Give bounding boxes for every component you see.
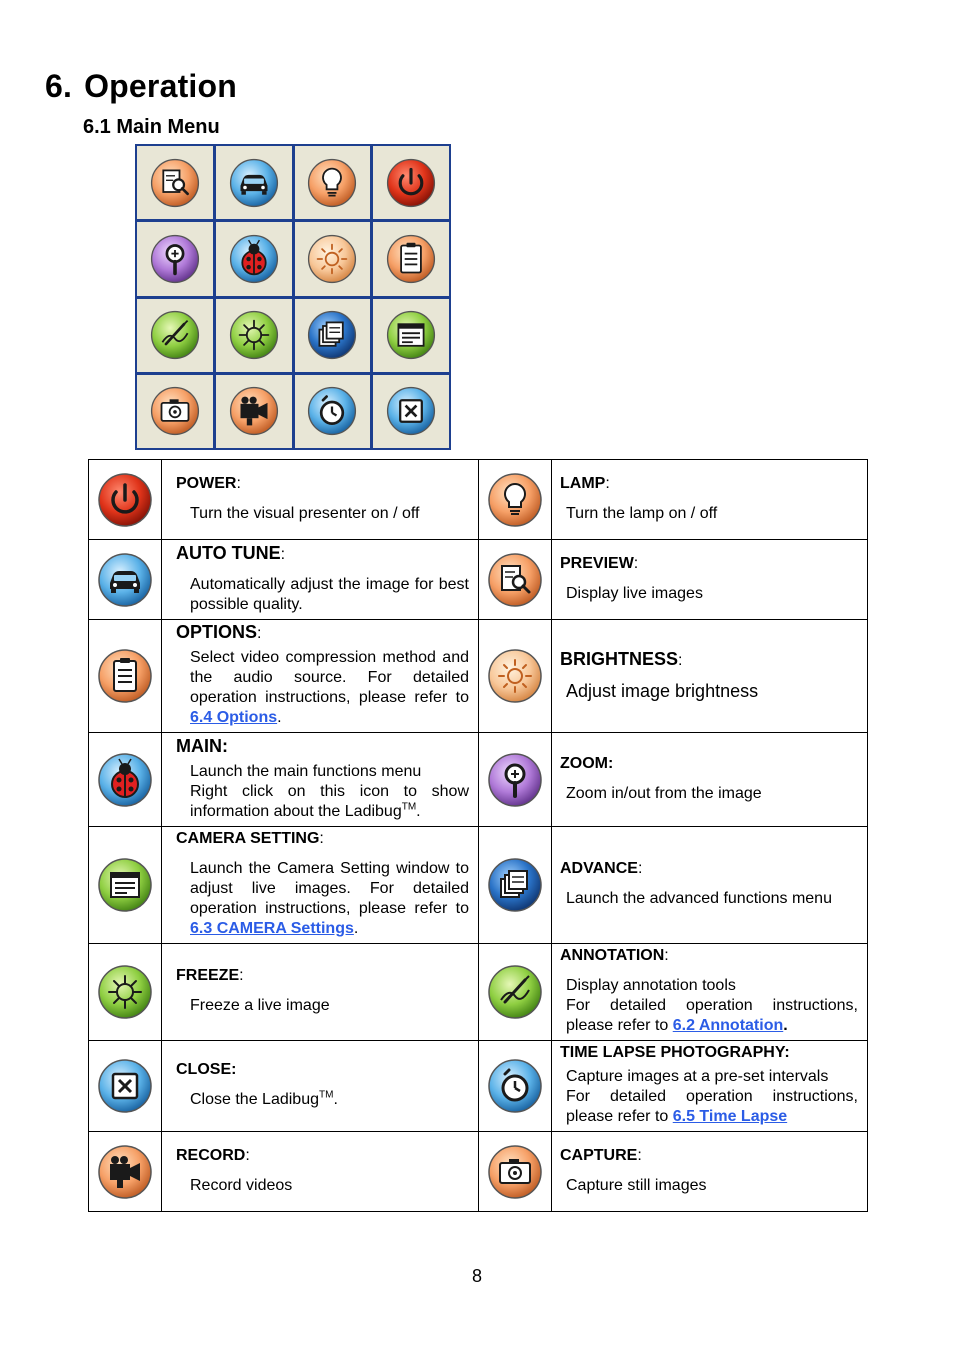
capture-label: CAPTURE xyxy=(560,1146,638,1164)
grid-cell xyxy=(295,299,371,372)
table-cell xyxy=(89,1041,162,1132)
table-row xyxy=(89,827,868,944)
table-row xyxy=(89,620,868,733)
annotation-link[interactable]: 6.2 Annotation xyxy=(672,1017,784,1034)
description-end: . xyxy=(333,1091,338,1108)
description-end: . xyxy=(783,1017,788,1034)
freeze-label: FREEZE xyxy=(176,967,240,984)
description-line: Right click on this icon to show information about the Ladibug xyxy=(190,782,469,820)
freeze-description: Freeze a live image xyxy=(190,997,330,1014)
table-cell xyxy=(162,460,479,540)
auto-tune-description: Automatically adjust the image for best possible quality. xyxy=(190,575,469,613)
label-suffix: : xyxy=(319,830,324,847)
table-cell xyxy=(162,1041,479,1132)
table-row xyxy=(89,540,868,620)
annotation-description xyxy=(560,976,858,1036)
annotation-icon xyxy=(485,962,545,1022)
description-line: For detailed operation instructions, please refer to xyxy=(566,1088,858,1125)
preview-label: PREVIEW xyxy=(560,554,634,572)
table-cell xyxy=(162,540,479,620)
table-row xyxy=(89,733,868,827)
label-suffix: : xyxy=(236,474,241,492)
advance-label: ADVANCE xyxy=(560,860,638,877)
description-line: For detailed operation instructions, please refer to xyxy=(566,997,858,1034)
grid-cell xyxy=(216,222,292,295)
camera-setting-icon[interactable] xyxy=(384,308,438,362)
annotation-label: ANNOTATION xyxy=(560,947,665,964)
advance-icon[interactable] xyxy=(305,308,359,362)
options-link[interactable]: 6.4 Options xyxy=(190,709,278,726)
label-suffix: : xyxy=(257,625,262,642)
table-cell xyxy=(89,540,162,620)
table-cell xyxy=(479,733,552,827)
zoom-icon xyxy=(485,750,545,810)
menu-functions-table xyxy=(88,459,868,1212)
table-cell xyxy=(552,733,868,827)
grid-cell xyxy=(137,375,213,448)
lamp-label: LAMP xyxy=(560,474,606,492)
main-ladybug-icon[interactable] xyxy=(227,232,281,286)
table-cell xyxy=(552,540,868,620)
label-suffix: : xyxy=(678,652,683,669)
table-cell xyxy=(552,1041,868,1132)
table-row xyxy=(89,944,868,1041)
table-cell xyxy=(479,944,552,1041)
table-cell xyxy=(162,620,479,733)
options-label: OPTIONS xyxy=(176,622,258,642)
preview-description: Display live images xyxy=(566,584,703,602)
time-lapse-icon[interactable] xyxy=(305,384,359,438)
label-suffix: : xyxy=(637,1146,642,1164)
table-cell xyxy=(89,620,162,733)
brightness-icon xyxy=(485,646,545,706)
lamp-icon xyxy=(485,470,545,530)
brightness-label: BRIGHTNESS xyxy=(560,649,679,669)
close-icon xyxy=(95,1056,155,1116)
camera-setting-icon xyxy=(95,855,155,915)
table-cell xyxy=(479,1041,552,1132)
description-text: Close the Ladibug xyxy=(190,1091,319,1108)
label-suffix: : xyxy=(245,1146,250,1164)
table-cell xyxy=(89,827,162,944)
table-row xyxy=(89,1041,868,1132)
grid-cell xyxy=(373,146,449,219)
grid-cell xyxy=(216,146,292,219)
brightness-icon[interactable] xyxy=(305,232,359,286)
power-icon xyxy=(95,470,155,530)
grid-cell xyxy=(373,222,449,295)
table-cell xyxy=(479,540,552,620)
grid-cell xyxy=(216,299,292,372)
main-label: MAIN: xyxy=(176,735,228,756)
table-cell xyxy=(479,1132,552,1212)
table-cell xyxy=(552,944,868,1041)
description-text: Select video compression method and the audio source. For detailed operation instructions, please refer to xyxy=(190,649,469,706)
description-end: . xyxy=(353,920,359,937)
page-number: 8 xyxy=(471,1266,482,1286)
table-cell xyxy=(479,460,552,540)
section-number: 6. xyxy=(45,68,73,104)
table-row xyxy=(89,460,868,540)
trademark: TM xyxy=(401,801,417,813)
annotation-icon[interactable] xyxy=(148,308,202,362)
time-lapse-description xyxy=(560,1067,858,1127)
preview-icon[interactable] xyxy=(148,156,202,210)
record-description: Record videos xyxy=(190,1176,293,1194)
table-cell xyxy=(89,1132,162,1212)
grid-cell xyxy=(295,222,371,295)
time-lapse-link[interactable]: 6.5 Time Lapse xyxy=(672,1108,788,1125)
grid-cell xyxy=(216,375,292,448)
label-suffix: : xyxy=(664,947,669,964)
record-icon[interactable] xyxy=(227,384,281,438)
advance-icon xyxy=(485,855,545,915)
table-cell xyxy=(552,1132,868,1212)
freeze-icon[interactable] xyxy=(227,308,281,362)
trademark: TM xyxy=(318,1089,334,1101)
zoom-icon[interactable] xyxy=(148,232,202,286)
close-label: CLOSE: xyxy=(176,1061,237,1078)
time-lapse-icon xyxy=(485,1056,545,1116)
description-line: Capture images at a pre-set intervals xyxy=(566,1068,829,1085)
zoom-description: Zoom in/out from the image xyxy=(566,784,762,802)
table-row xyxy=(89,1132,868,1212)
table-cell xyxy=(162,944,479,1041)
subsection-heading: 6.1 Main Menu xyxy=(83,116,220,138)
table-cell xyxy=(162,827,479,944)
capture-icon[interactable] xyxy=(148,384,202,438)
table-cell xyxy=(552,460,868,540)
brightness-description: Adjust image brightness xyxy=(566,681,759,701)
close-description xyxy=(176,1090,469,1110)
label-suffix: : xyxy=(637,860,643,877)
label-suffix: : xyxy=(239,967,244,984)
capture-description: Capture still images xyxy=(566,1176,707,1194)
power-label: POWER xyxy=(176,474,237,492)
grid-cell xyxy=(373,375,449,448)
main-description xyxy=(176,762,469,822)
description-end: . xyxy=(277,709,282,726)
grid-cell xyxy=(373,299,449,372)
grid-cell xyxy=(295,375,371,448)
table-cell xyxy=(162,1132,479,1212)
record-icon xyxy=(95,1142,155,1202)
record-label: RECORD xyxy=(176,1146,246,1164)
table-cell xyxy=(552,827,868,944)
zoom-label: ZOOM: xyxy=(560,754,614,772)
capture-icon xyxy=(485,1142,545,1202)
table-cell xyxy=(89,733,162,827)
description-line: Display annotation tools xyxy=(566,977,736,994)
camera-setting-description xyxy=(176,859,469,939)
lamp-icon[interactable] xyxy=(305,156,359,210)
power-description: Turn the visual presenter on / off xyxy=(190,504,420,522)
description-line: Launch the main functions menu xyxy=(190,762,422,780)
advance-description: Launch the advanced functions menu xyxy=(566,890,832,907)
description-end: . xyxy=(416,802,421,820)
label-suffix: : xyxy=(605,474,610,492)
grid-cell xyxy=(137,146,213,219)
lamp-description: Turn the lamp on / off xyxy=(566,504,718,522)
freeze-icon xyxy=(95,962,155,1022)
options-icon[interactable] xyxy=(384,232,438,286)
camera-settings-link[interactable]: 6.3 CAMERA Settings xyxy=(190,920,354,937)
table-cell xyxy=(479,827,552,944)
grid-cell xyxy=(137,299,213,372)
options-icon xyxy=(95,646,155,706)
grid-cell xyxy=(137,222,213,295)
power-icon[interactable] xyxy=(384,156,438,210)
table-cell xyxy=(89,944,162,1041)
main-ladybug-icon xyxy=(95,750,155,810)
table-cell xyxy=(552,620,868,733)
grid-cell xyxy=(295,146,371,219)
label-suffix: : xyxy=(280,545,286,563)
label-suffix: : xyxy=(633,554,639,572)
auto-tune-icon xyxy=(95,550,155,610)
auto-tune-icon[interactable] xyxy=(227,156,281,210)
table-cell xyxy=(162,733,479,827)
table-cell xyxy=(479,620,552,733)
section-heading xyxy=(45,68,237,105)
close-icon[interactable] xyxy=(384,384,438,438)
time-lapse-label: TIME LAPSE PHOTOGRAPHY: xyxy=(560,1044,790,1061)
main-menu-icon-grid xyxy=(135,144,451,450)
preview-icon xyxy=(485,550,545,610)
description-text: Launch the Camera Setting window to adjust live images. For detailed operation instructions, please refer to xyxy=(190,860,469,917)
auto-tune-label: AUTO TUNE xyxy=(176,542,281,563)
section-title: Operation xyxy=(84,68,238,104)
camera-setting-label: CAMERA SETTING xyxy=(176,830,320,847)
table-cell xyxy=(89,460,162,540)
options-description xyxy=(176,648,469,728)
